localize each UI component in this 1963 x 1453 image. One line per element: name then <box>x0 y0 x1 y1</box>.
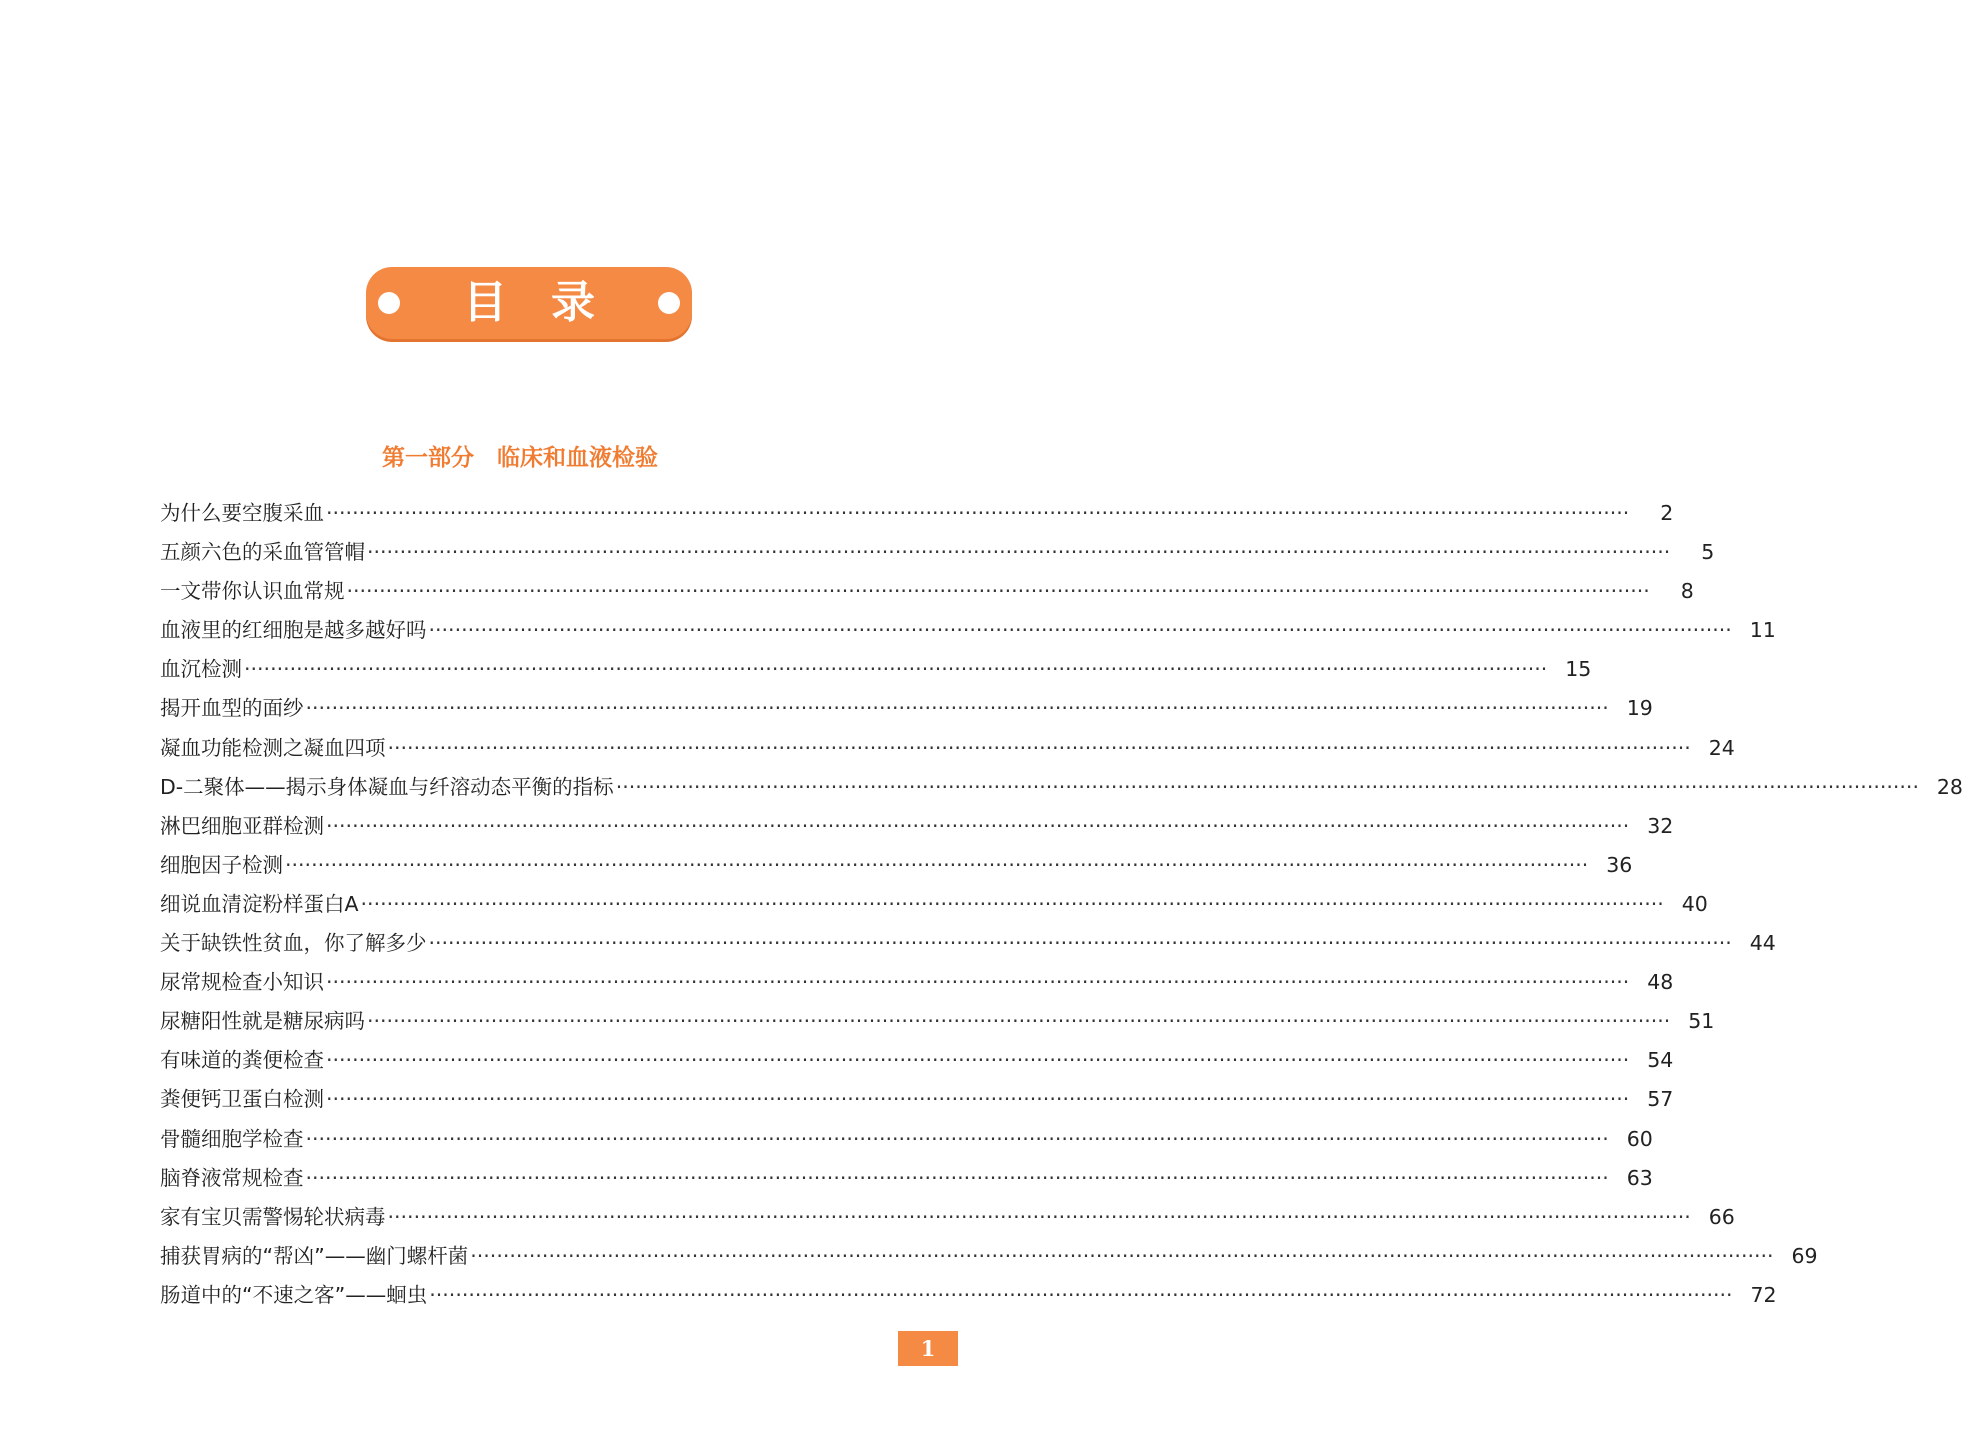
toc-entry-title: 捕获胃病的“帮凶”——幽门螺杆菌 <box>160 1243 469 1268</box>
toc-entry[interactable] <box>160 1159 1653 1198</box>
toc-entry-title: 粪便钙卫蛋白检测 <box>160 1087 324 1112</box>
toc-dot-leader: ········································································································································································································ <box>367 1009 1671 1034</box>
toc-entry[interactable] <box>160 885 1708 924</box>
toc-entry-page: 32 <box>1647 813 1674 838</box>
toc-dot-leader: ········································································································································································································ <box>326 1087 1630 1112</box>
toc-entry[interactable] <box>160 1276 1777 1315</box>
toc-entry-page: 24 <box>1708 735 1735 760</box>
toc-entry[interactable] <box>160 729 1735 768</box>
toc-entry[interactable] <box>160 1120 1653 1159</box>
toc-entry-page: 19 <box>1626 696 1653 721</box>
toc-entry-title: 为什么要空腹采血 <box>160 501 324 525</box>
toc-dot-leader: ········································································································································································································ <box>285 852 1589 877</box>
toc-entry[interactable] <box>160 611 1776 650</box>
left-dot-icon <box>378 292 400 314</box>
section-heading: 第一部分 临床和血液检验 <box>382 445 658 471</box>
toc-dot-leader: ········································································································································································································ <box>305 1165 1609 1190</box>
toc-entry-page: 66 <box>1708 1204 1735 1229</box>
toc-entry-page: 60 <box>1626 1126 1653 1151</box>
toc-entry-title: 脑脊液常规检查 <box>160 1165 304 1190</box>
toc-entry-page: 63 <box>1626 1165 1653 1190</box>
toc-entry[interactable] <box>160 846 1633 885</box>
toc-dot-leader: ········································································································································································································ <box>615 774 1919 799</box>
toc-entry-title: 尿常规检查小知识 <box>160 970 324 995</box>
toc-entry-title: 肠道中的“不速之客”——蛔虫 <box>160 1282 428 1307</box>
toc-entry-page: 54 <box>1647 1048 1674 1073</box>
toc-entry[interactable] <box>160 1002 1715 1041</box>
toc-dot-leader: ········································································································································································································ <box>428 618 1732 643</box>
toc-entry[interactable] <box>160 807 1674 846</box>
toc-entry-title: 有味道的粪便检查 <box>160 1048 324 1073</box>
page-number-badge: 1 <box>898 1331 958 1366</box>
toc-dot-leader: ········································································································································································································ <box>429 1282 1733 1307</box>
toc-entry-title: 细胞因子检测 <box>160 852 283 877</box>
toc-dot-leader: ········································································································································································································ <box>244 657 1548 682</box>
toc-dot-leader: ········································································································································································································ <box>367 540 1671 565</box>
toc-entry-page: 40 <box>1681 891 1708 916</box>
toc-dot-leader: ········································································································································································································ <box>326 501 1630 525</box>
toc-entry-title: 揭开血型的面纱 <box>160 696 304 721</box>
toc-entry[interactable] <box>160 533 1715 572</box>
toc-dot-leader: ········································································································································································································ <box>470 1243 1774 1268</box>
toc-dot-leader: ········································································································································································································ <box>360 891 1664 916</box>
toc-dot-leader: ········································································································································································································ <box>387 1204 1691 1229</box>
toc-entry-page: 48 <box>1647 970 1674 995</box>
toc-dot-leader: ········································································································································································································ <box>305 696 1609 721</box>
toc-title-banner <box>366 267 692 339</box>
toc-dot-leader: ········································································································································································································ <box>326 970 1630 995</box>
toc-dot-leader: ········································································································································································································ <box>428 931 1732 956</box>
toc-entry-title: 五颜六色的采血管管帽 <box>160 540 365 565</box>
toc-dot-leader: ········································································································································································································ <box>326 1048 1630 1073</box>
toc-entry[interactable] <box>160 572 1694 611</box>
toc-entry[interactable] <box>160 494 1674 533</box>
toc-entry-title: 凝血功能检测之凝血四项 <box>160 735 386 760</box>
toc-entry[interactable] <box>160 924 1776 963</box>
toc-dot-leader: ········································································································································································································ <box>387 735 1691 760</box>
toc-dot-leader: ········································································································································································································ <box>305 1126 1609 1151</box>
toc-entry-page: 11 <box>1749 618 1776 643</box>
page-title: 目录 <box>463 277 639 328</box>
toc-dot-leader: ········································································································································································································ <box>326 813 1630 838</box>
toc-entry-title: 家有宝贝需警惕轮状病毒 <box>160 1204 386 1229</box>
toc-entry-title: D-二聚体——揭示身体凝血与纤溶动态平衡的指标 <box>160 774 614 799</box>
toc-entry[interactable] <box>160 1198 1735 1237</box>
toc-dot-leader: ········································································································································································································ <box>346 579 1650 604</box>
table-of-contents <box>160 494 1963 1315</box>
toc-entry-page: 36 <box>1606 852 1633 877</box>
right-dot-icon <box>658 292 680 314</box>
toc-entry-title: 尿糖阳性就是糖尿病吗 <box>160 1009 365 1034</box>
toc-entry-title: 血液里的红细胞是越多越好吗 <box>160 618 427 643</box>
toc-entry-title: 关于缺铁性贫血，你了解多少 <box>160 931 427 956</box>
toc-entry-title: 淋巴细胞亚群检测 <box>160 813 324 838</box>
toc-entry[interactable] <box>160 963 1674 1002</box>
toc-entry[interactable] <box>160 768 1963 807</box>
toc-entry-page: 69 <box>1791 1243 1818 1268</box>
toc-entry-title: 骨髓细胞学检查 <box>160 1126 304 1151</box>
toc-entry-page: 2 <box>1660 501 1674 525</box>
toc-entry[interactable] <box>160 1080 1674 1119</box>
toc-entry-page: 28 <box>1936 774 1963 799</box>
toc-entry-page: 51 <box>1688 1009 1715 1034</box>
toc-entry-title: 一文带你认识血常规 <box>160 579 345 604</box>
toc-entry-page: 44 <box>1749 931 1776 956</box>
toc-entry-page: 8 <box>1680 579 1694 604</box>
toc-entry-page: 5 <box>1701 540 1715 565</box>
toc-entry-page: 15 <box>1565 657 1592 682</box>
toc-entry-page: 57 <box>1647 1087 1674 1112</box>
toc-entry[interactable] <box>160 689 1653 728</box>
toc-entry-title: 细说血清淀粉样蛋白A <box>160 891 359 916</box>
toc-entry[interactable] <box>160 1237 1818 1276</box>
toc-entry[interactable] <box>160 650 1592 689</box>
toc-entry-page: 72 <box>1750 1282 1777 1307</box>
toc-entry[interactable] <box>160 1041 1674 1080</box>
toc-entry-title: 血沉检测 <box>160 657 242 682</box>
